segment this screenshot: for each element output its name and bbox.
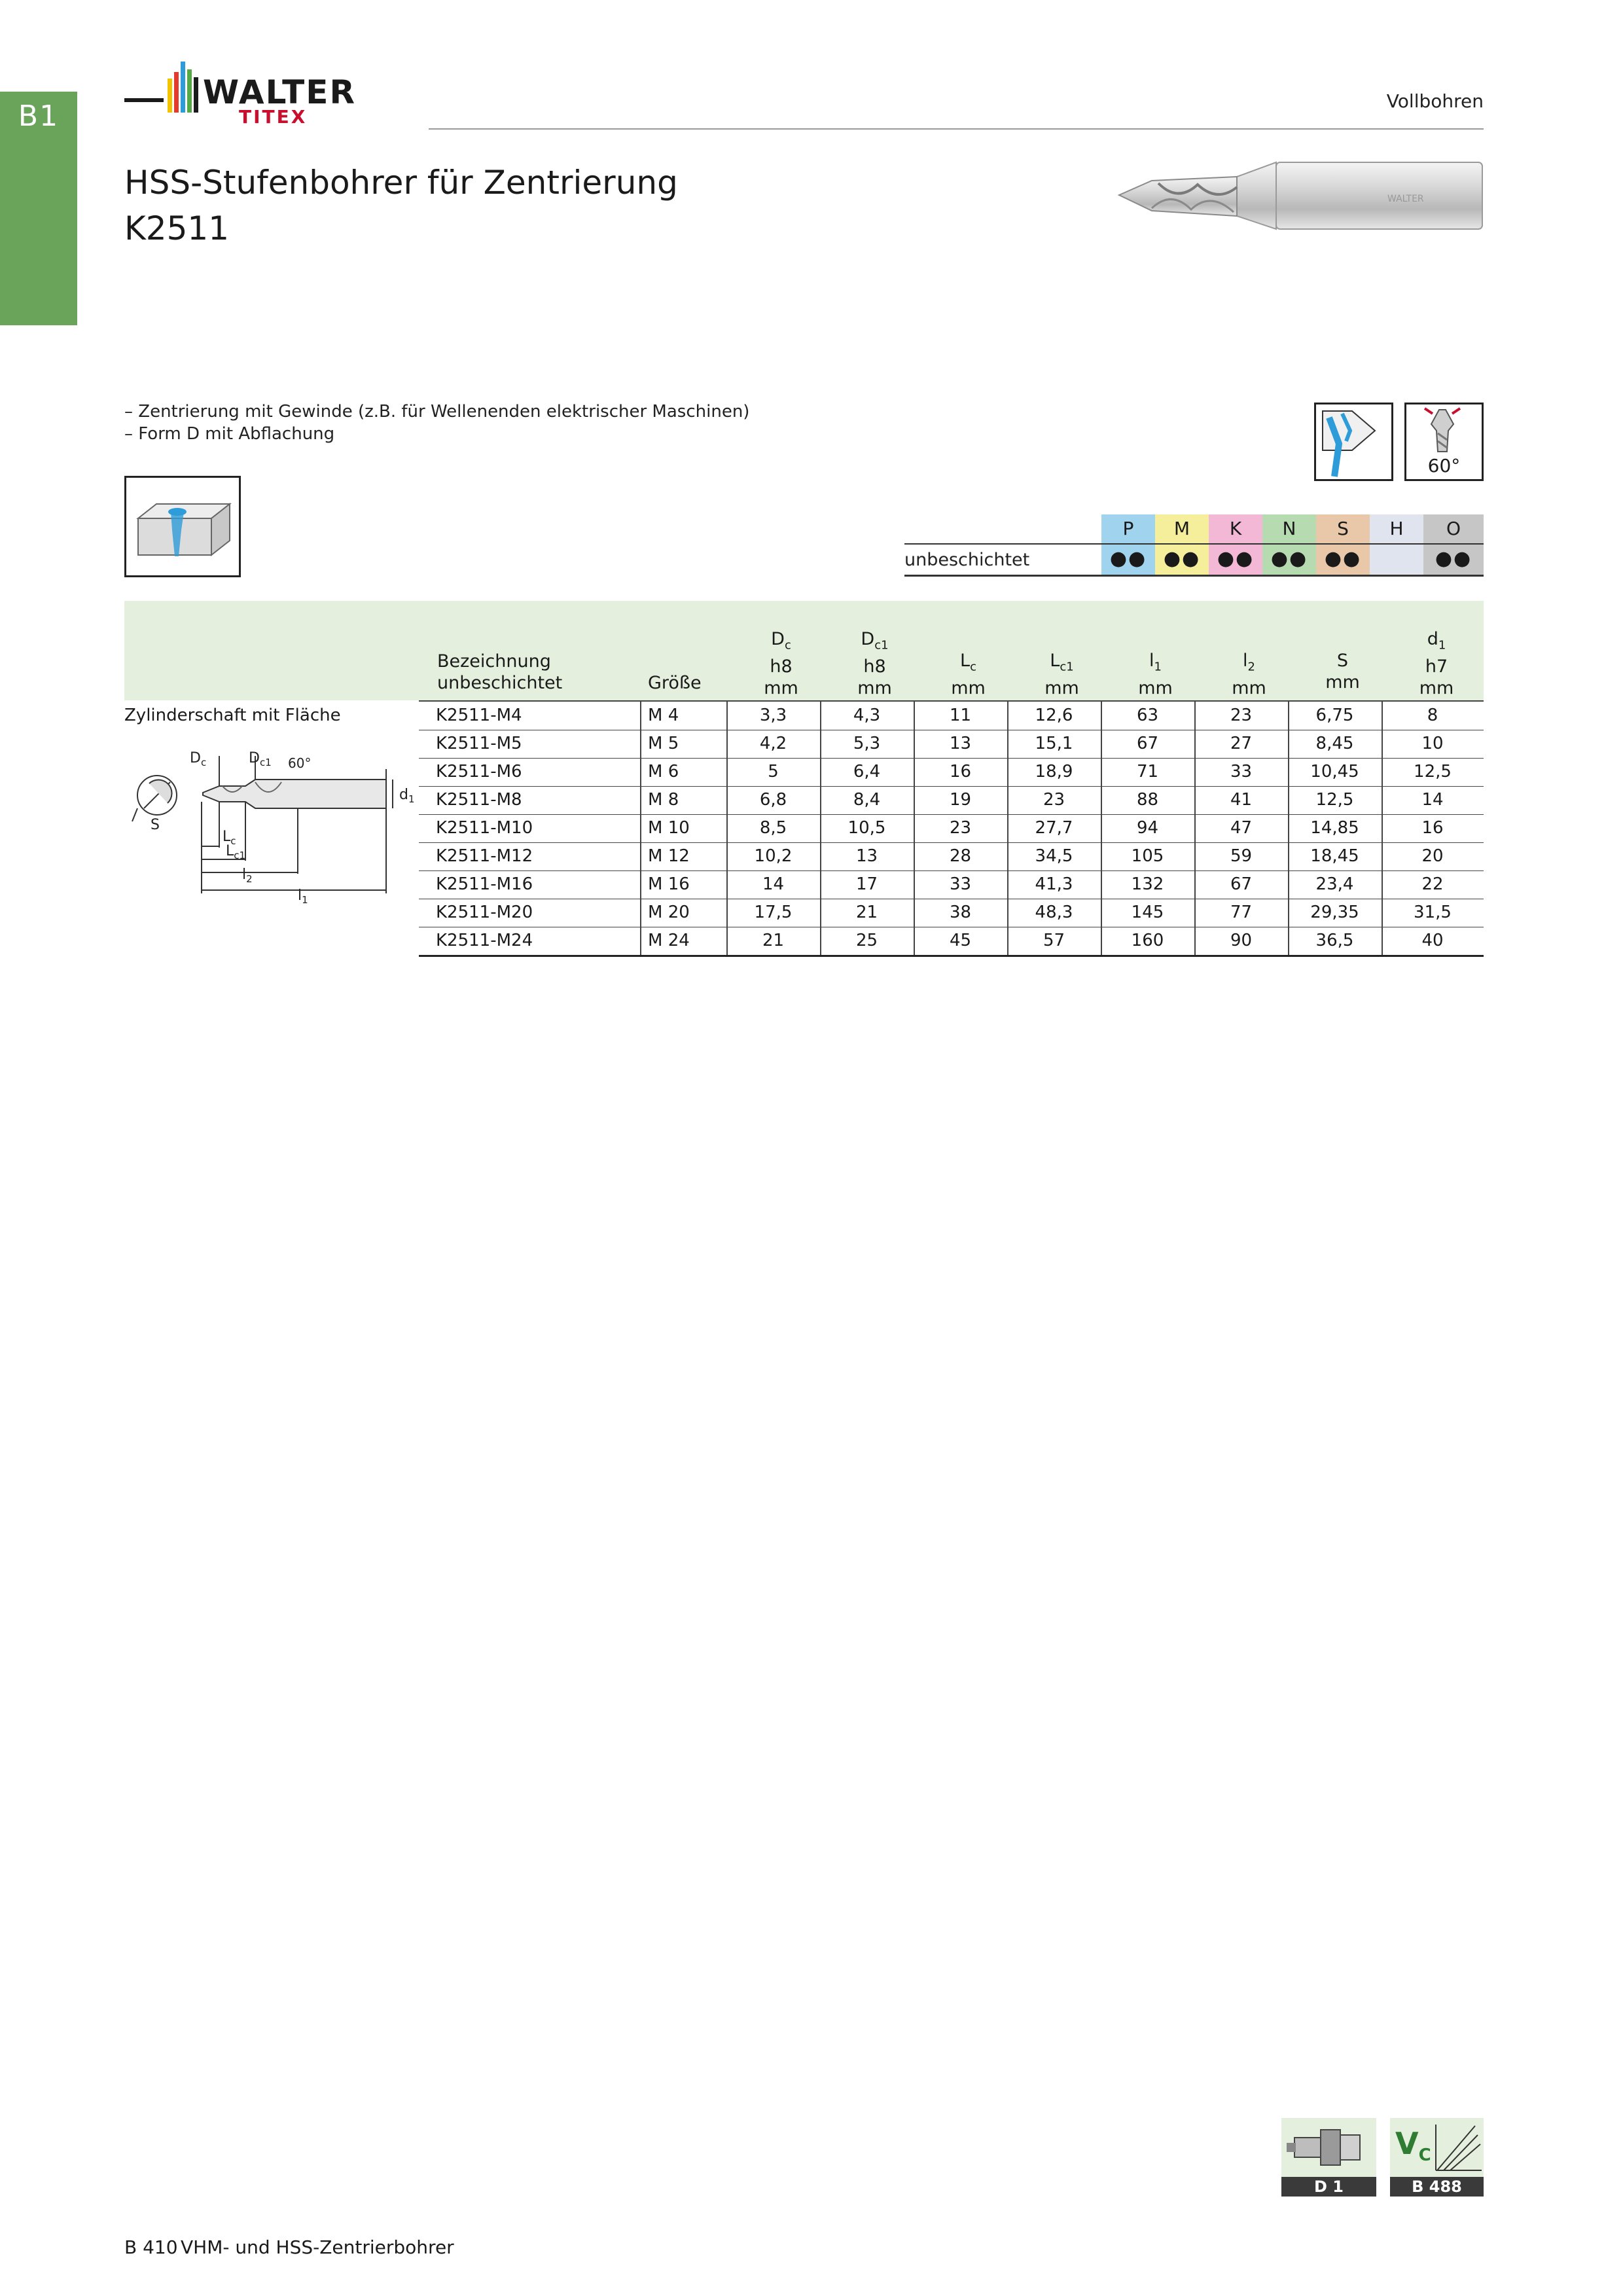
header-bezeichnung: Bezeichnung unbeschichtet — [437, 651, 563, 693]
cell-l1: 105 — [1131, 846, 1164, 866]
cell-dc: 21 — [762, 931, 785, 950]
cell-d1: 8 — [1427, 706, 1438, 725]
cell-dc1: 10,5 — [847, 818, 886, 838]
cell-d1: 40 — [1421, 931, 1444, 950]
svg-text:TITEX: TITEX — [239, 106, 308, 128]
cell-lc: 19 — [949, 790, 972, 810]
material-rating-p: ●● — [1101, 545, 1155, 575]
shank-type-label: Zylinderschaft mit Fläche — [124, 706, 341, 725]
table-row — [419, 758, 1484, 787]
cell-d1: 20 — [1421, 846, 1444, 866]
footer-title: VHM- und HSS-Zentrierbohrer — [181, 2236, 454, 2258]
dim-label-d1: $d_1$ — [399, 787, 415, 805]
material-group-o: O — [1423, 514, 1484, 543]
table-column-rule — [1007, 702, 1008, 955]
cell-dc: 4,2 — [759, 734, 787, 753]
cell-lc1: 12,6 — [1035, 706, 1073, 725]
cell-dc1: 8,4 — [853, 790, 881, 810]
cell-dc1: 21 — [855, 903, 878, 922]
cell-lc: 28 — [949, 846, 972, 866]
cell-d1: 12,5 — [1414, 762, 1452, 781]
cell-l1: 145 — [1131, 903, 1164, 922]
cell-s: 12,5 — [1315, 790, 1354, 810]
table-column-rule — [1382, 702, 1383, 955]
cell-l2: 77 — [1230, 903, 1253, 922]
cell-d1: 10 — [1421, 734, 1444, 753]
material-group-k: K — [1209, 514, 1262, 543]
table-column-rule — [726, 702, 728, 955]
table-row — [419, 927, 1484, 957]
cell-l2: 90 — [1230, 931, 1253, 950]
header-lc: $L_c$ mm — [951, 651, 986, 699]
cell-designation: K2511-M12 — [436, 846, 533, 866]
cell-l2: 27 — [1230, 734, 1253, 753]
dim-label-l1: $l_1$ — [298, 888, 308, 906]
cell-s: 8,45 — [1315, 734, 1354, 753]
feature-item: – Zentrierung mit Gewinde (z.B. für Wellenenden elektrischer Maschinen) — [124, 402, 750, 422]
cell-lc1: 41,3 — [1035, 874, 1073, 894]
table-column-rule — [1194, 702, 1196, 955]
cell-dc1: 5,3 — [853, 734, 881, 753]
cell-designation: K2511-M8 — [436, 790, 522, 810]
cell-l2: 47 — [1230, 818, 1253, 838]
header-l2: $l_2$ mm — [1232, 651, 1266, 699]
cell-l2: 67 — [1230, 874, 1253, 894]
table-row — [419, 702, 1484, 730]
material-rating-k: ●● — [1209, 545, 1262, 575]
cell-lc1: 57 — [1043, 931, 1065, 950]
table-column-rule — [1101, 702, 1102, 955]
cell-l1: 94 — [1136, 818, 1159, 838]
header-dc1: $D_{c1}$ h8 mm — [857, 629, 892, 699]
cell-designation: K2511-M24 — [436, 931, 533, 950]
table-column-rule — [820, 702, 821, 955]
workpiece-icon — [124, 476, 241, 577]
cell-l1: 132 — [1131, 874, 1164, 894]
header-s: S mm — [1325, 651, 1360, 692]
cell-lc: 16 — [949, 762, 972, 781]
cell-dc: 5 — [768, 762, 779, 781]
drill-product-image — [1113, 151, 1487, 239]
cell-dc1: 25 — [855, 931, 878, 950]
cell-lc1: 23 — [1043, 790, 1065, 810]
cell-designation: K2511-M10 — [436, 818, 533, 838]
cell-size: M 16 — [648, 874, 690, 894]
dim-label-dc1: $D_{c1}$ — [249, 750, 272, 768]
cell-dc: 8,5 — [759, 818, 787, 838]
material-rating-m: ●● — [1155, 545, 1209, 575]
dim-label-lc: $L_c$ — [223, 829, 236, 847]
cell-size: M 24 — [648, 931, 690, 950]
ref-d1-label: D 1 — [1281, 2177, 1376, 2197]
table-column-rule — [914, 702, 915, 955]
page-title: HSS-Stufenbohrer für Zentrierung — [124, 164, 678, 202]
dim-label-lc1: $L_{c1}$ — [226, 843, 246, 861]
header-l1: $l_1$ mm — [1138, 651, 1173, 699]
material-row-label: unbeschichtet — [904, 550, 1030, 570]
dim-label-dc: $D_c$ — [190, 750, 207, 768]
material-group-m: M — [1155, 514, 1209, 543]
header-rule — [429, 128, 1484, 130]
header-d1: $d_1$ h7 mm — [1419, 629, 1454, 699]
cell-d1: 14 — [1421, 790, 1444, 810]
cell-lc: 11 — [949, 706, 972, 725]
cell-size: M 20 — [648, 903, 690, 922]
table-row — [419, 814, 1484, 843]
cell-s: 23,4 — [1315, 874, 1354, 894]
table-row — [419, 899, 1484, 927]
ref-b488-label: B 488 — [1390, 2177, 1484, 2197]
page-number: B 410 — [124, 2236, 178, 2258]
cell-dc1: 6,4 — [853, 762, 881, 781]
cell-l1: 67 — [1136, 734, 1159, 753]
cell-lc: 13 — [949, 734, 972, 753]
cell-dc1: 17 — [855, 874, 878, 894]
cell-lc: 23 — [949, 818, 972, 838]
dimension-drawing — [124, 743, 425, 906]
material-rating-o: ●● — [1423, 545, 1484, 575]
dim-label-s: S — [151, 817, 160, 833]
cell-lc: 45 — [949, 931, 972, 950]
cell-dc: 6,8 — [759, 790, 787, 810]
cell-d1: 31,5 — [1414, 903, 1452, 922]
material-group-h: H — [1370, 514, 1423, 543]
cell-s: 10,45 — [1310, 762, 1359, 781]
dim-label-l2: $l_2$ — [242, 867, 253, 885]
cell-l1: 88 — [1136, 790, 1159, 810]
cell-s: 14,85 — [1310, 818, 1359, 838]
dim-label-angle: 60° — [288, 755, 312, 771]
cell-designation: K2511-M5 — [436, 734, 522, 753]
cell-size: M 12 — [648, 846, 690, 866]
material-rating-n: ●● — [1262, 545, 1316, 575]
feature-item: – Form D mit Abflachung — [124, 424, 335, 444]
product-code: K2511 — [124, 209, 230, 247]
cell-designation: K2511-M6 — [436, 762, 522, 781]
chapter-tab — [0, 92, 77, 325]
cell-dc1: 4,3 — [853, 706, 881, 725]
table-row — [419, 870, 1484, 899]
cell-lc: 38 — [949, 903, 972, 922]
cell-lc1: 27,7 — [1035, 818, 1073, 838]
svg-text:WALTER: WALTER — [203, 73, 356, 111]
section-label: Vollbohren — [1386, 90, 1484, 112]
ref-d1-icon[interactable] — [1281, 2118, 1376, 2197]
cell-lc1: 15,1 — [1035, 734, 1073, 753]
cell-size: M 5 — [648, 734, 679, 753]
cell-size: M 4 — [648, 706, 679, 725]
table-header — [124, 601, 1484, 700]
cell-l2: 41 — [1230, 790, 1253, 810]
table-row — [419, 730, 1484, 759]
material-group-n: N — [1262, 514, 1316, 543]
cell-lc1: 18,9 — [1035, 762, 1073, 781]
cell-size: M 8 — [648, 790, 679, 810]
cell-dc: 10,2 — [754, 846, 793, 866]
cell-l2: 59 — [1230, 846, 1253, 866]
thread-center-icon — [1314, 403, 1393, 481]
cell-dc: 17,5 — [754, 903, 793, 922]
material-group-p: P — [1101, 514, 1155, 543]
cell-d1: 22 — [1421, 874, 1444, 894]
material-rating-h — [1370, 545, 1423, 575]
cell-designation: K2511-M20 — [436, 903, 533, 922]
cell-s: 6,75 — [1315, 706, 1354, 725]
table-column-rule — [1288, 702, 1289, 955]
cell-size: M 10 — [648, 818, 690, 838]
angle-60-icon — [1404, 403, 1484, 481]
table-column-rule — [640, 702, 641, 955]
ref-cutting-data-icon[interactable] — [1390, 2118, 1484, 2197]
cell-dc1: 13 — [855, 846, 878, 866]
cell-l1: 63 — [1136, 706, 1159, 725]
cell-size: M 6 — [648, 762, 679, 781]
cell-s: 18,45 — [1310, 846, 1359, 866]
cell-l2: 23 — [1230, 706, 1253, 725]
cell-s: 29,35 — [1310, 903, 1359, 922]
cell-s: 36,5 — [1315, 931, 1354, 950]
cell-dc: 14 — [762, 874, 785, 894]
cell-designation: K2511-M4 — [436, 706, 522, 725]
vc-symbol: $V_C$ — [1395, 2126, 1431, 2166]
header-lc1: $L_{c1}$ mm — [1044, 651, 1079, 699]
table-row — [419, 842, 1484, 871]
header-dc: $D_c$ h8 mm — [764, 629, 798, 699]
walter-titex-logo — [124, 58, 406, 136]
material-rule-bottom — [904, 575, 1484, 577]
chapter-tab-label: B1 — [18, 99, 60, 133]
cell-lc: 33 — [949, 874, 972, 894]
cell-lc1: 48,3 — [1035, 903, 1073, 922]
material-rating-s: ●● — [1316, 545, 1370, 575]
header-groesse: Größe — [648, 673, 702, 693]
angle-60-label: 60° — [1427, 455, 1461, 476]
cell-l1: 160 — [1131, 931, 1164, 950]
cell-dc: 3,3 — [759, 706, 787, 725]
table-row — [419, 786, 1484, 815]
material-group-s: S — [1316, 514, 1370, 543]
cell-d1: 16 — [1421, 818, 1444, 838]
cell-l2: 33 — [1230, 762, 1253, 781]
cell-l1: 71 — [1136, 762, 1159, 781]
cell-lc1: 34,5 — [1035, 846, 1073, 866]
cell-designation: K2511-M16 — [436, 874, 533, 894]
svg-text:WALTER: WALTER — [1387, 194, 1424, 204]
